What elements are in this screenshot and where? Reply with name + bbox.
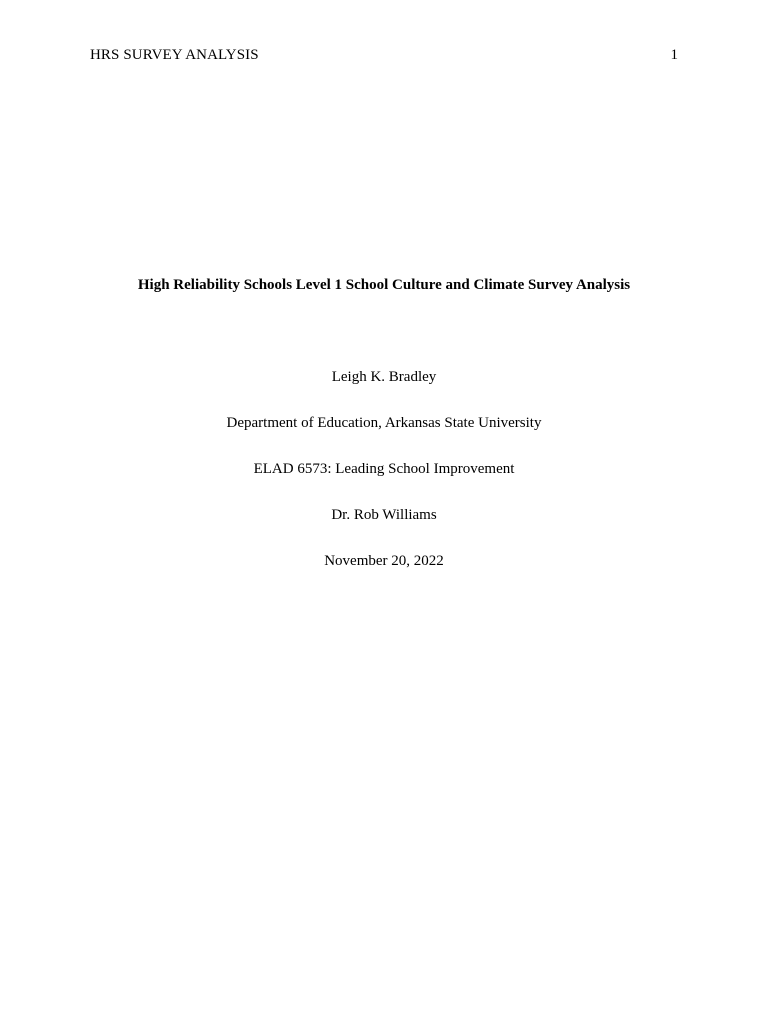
course-name: ELAD 6573: Leading School Improvement [253, 461, 515, 477]
paper-title: High Reliability Schools Level 1 School Culture and Climate Survey Analysis [137, 277, 631, 293]
institutional-affiliation: Department of Education, Arkansas State University [226, 415, 542, 431]
submission-date: November 20, 2022 [324, 553, 444, 569]
running-head: HRS SURVEY ANALYSIS [90, 47, 259, 63]
instructor-name: Dr. Rob Williams [331, 507, 437, 523]
author-name: Leigh K. Bradley [331, 369, 437, 385]
page-number: 1 [670, 47, 678, 63]
